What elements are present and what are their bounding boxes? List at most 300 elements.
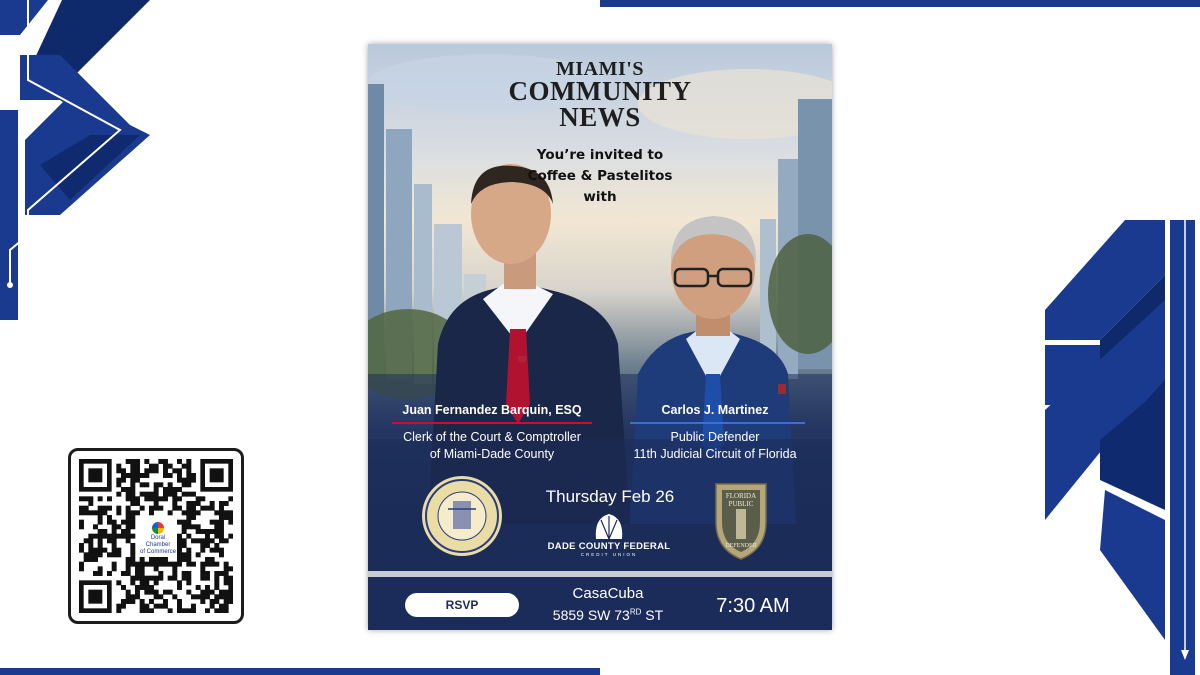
qr-module: [228, 590, 233, 595]
qr-module: [210, 501, 215, 506]
rsvp-button[interactable]: RSVP: [405, 593, 519, 617]
qr-module: [177, 608, 182, 613]
qr-module: [135, 473, 140, 478]
qr-module: [130, 557, 135, 562]
qr-module: [182, 576, 187, 581]
qr-module: [140, 562, 145, 567]
qr-module: [116, 478, 121, 483]
qr-module: [219, 529, 224, 534]
qr-module: [116, 464, 121, 469]
qr-module: [228, 594, 233, 599]
qr-module: [140, 571, 145, 576]
qr-module: [144, 459, 149, 464]
qr-module: [182, 608, 187, 613]
qr-module: [168, 492, 173, 497]
qr-finder-pattern: [88, 590, 102, 604]
qr-module: [172, 594, 177, 599]
qr-module: [149, 562, 154, 567]
qr-module: [177, 496, 182, 501]
qr-module: [205, 506, 210, 511]
qr-module: [224, 604, 229, 609]
qr-module: [130, 515, 135, 520]
qr-module: [98, 543, 103, 548]
qr-module: [158, 562, 163, 567]
qr-module: [177, 585, 182, 590]
qr-module: [116, 552, 121, 557]
qr-module: [186, 552, 191, 557]
qr-module: [126, 487, 131, 492]
qr-module: [126, 459, 131, 464]
event-date: Thursday Feb 26: [545, 487, 675, 506]
qr-module: [158, 594, 163, 599]
speaker-right-role-line1: Public Defender: [670, 430, 760, 444]
qr-module: [130, 594, 135, 599]
qr-module: [84, 506, 89, 511]
speaker-left-name: Juan Fernandez Barquin, ESQ: [402, 403, 582, 417]
qr-module: [93, 524, 98, 529]
qr-module: [214, 510, 219, 515]
qr-module: [205, 585, 210, 590]
qr-module: [219, 604, 224, 609]
qr-module: [116, 524, 121, 529]
qr-module: [98, 538, 103, 543]
qr-module: [116, 510, 121, 515]
qr-module: [186, 557, 191, 562]
qr-module: [200, 566, 205, 571]
qr-module: [126, 473, 131, 478]
qr-module: [214, 562, 219, 567]
qr-module: [135, 576, 140, 581]
chamber-logo-icon: [152, 522, 164, 534]
qr-module: [219, 548, 224, 553]
qr-module: [219, 534, 224, 539]
qr-module: [88, 552, 93, 557]
qr-module: [182, 482, 187, 487]
qr-module: [126, 562, 131, 567]
qr-module: [88, 543, 93, 548]
qr-module: [140, 482, 145, 487]
qr-module: [200, 594, 205, 599]
qr-module: [130, 473, 135, 478]
qr-module: [210, 538, 215, 543]
qr-module: [144, 496, 149, 501]
qr-module: [84, 538, 89, 543]
qr-module: [130, 534, 135, 539]
qr-module: [121, 604, 126, 609]
qr-badge-line1: Doral Chamber: [145, 535, 171, 548]
qr-module: [116, 604, 121, 609]
qr-module: [172, 496, 177, 501]
qr-module: [126, 520, 131, 525]
qr-module: [154, 557, 159, 562]
masthead-line2: COMMUNITY: [508, 76, 692, 106]
qr-module: [177, 487, 182, 492]
qr-module: [93, 571, 98, 576]
qr-module: [154, 594, 159, 599]
qr-module: [149, 599, 154, 604]
qr-finder-pattern: [210, 468, 224, 482]
qr-module: [186, 464, 191, 469]
qr-module: [140, 492, 145, 497]
qr-module: [186, 478, 191, 483]
svg-text:DEFENDER: DEFENDER: [725, 543, 757, 549]
qr-module: [172, 562, 177, 567]
qr-module: [224, 590, 229, 595]
qr-module: [196, 585, 201, 590]
address-ordinal: RD: [629, 607, 642, 617]
qr-module: [158, 496, 163, 501]
left-geometric-decoration: [0, 0, 160, 330]
qr-module: [98, 566, 103, 571]
qr-module: [121, 520, 126, 525]
qr-module: [200, 562, 205, 567]
qr-module: [182, 520, 187, 525]
invite-line3: with: [583, 189, 617, 205]
qr-module: [210, 562, 215, 567]
qr-module: [126, 510, 131, 515]
qr-module: [214, 534, 219, 539]
qr-module: [130, 482, 135, 487]
qr-module: [196, 524, 201, 529]
qr-module: [177, 520, 182, 525]
qr-module: [130, 524, 135, 529]
qr-module: [126, 506, 131, 511]
qr-module: [163, 487, 168, 492]
qr-module: [116, 548, 121, 553]
qr-module: [102, 548, 107, 553]
qr-module: [98, 506, 103, 511]
qr-module: [121, 571, 126, 576]
qr-module: [224, 501, 229, 506]
qr-module: [121, 468, 126, 473]
qr-module: [182, 571, 187, 576]
qr-module: [140, 576, 145, 581]
qr-module: [121, 473, 126, 478]
svg-text:FLORIDA: FLORIDA: [725, 492, 757, 500]
qr-module: [79, 496, 84, 501]
qr-module: [228, 585, 233, 590]
qr-module: [186, 562, 191, 567]
qr-module: [186, 576, 191, 581]
qr-module: [98, 548, 103, 553]
svg-text:PUBLIC: PUBLIC: [728, 500, 754, 508]
qr-module: [112, 524, 117, 529]
qr-module: [98, 515, 103, 520]
masthead-line1: MIAMI'S: [556, 58, 644, 80]
qr-module: [144, 562, 149, 567]
qr-module: [130, 580, 135, 585]
qr-module: [149, 590, 154, 595]
qr-module: [210, 557, 215, 562]
qr-module: [135, 496, 140, 501]
qr-module: [126, 538, 131, 543]
qr-module: [186, 608, 191, 613]
qr-module: [214, 543, 219, 548]
qr-module: [214, 520, 219, 525]
qr-module: [126, 529, 131, 534]
qr-module: [135, 459, 140, 464]
qr-module: [210, 529, 215, 534]
event-time: 7:30 AM: [716, 595, 790, 617]
qr-module: [228, 580, 233, 585]
qr-module: [172, 492, 177, 497]
qr-module: [144, 576, 149, 581]
qr-module: [228, 520, 233, 525]
qr-module: [135, 478, 140, 483]
qr-module: [98, 529, 103, 534]
qr-module: [177, 468, 182, 473]
qr-module: [88, 501, 93, 506]
qr-module: [177, 599, 182, 604]
qr-module: [144, 580, 149, 585]
qr-module: [228, 576, 233, 581]
qr-module: [158, 482, 163, 487]
qr-module: [224, 538, 229, 543]
qr-module: [112, 529, 117, 534]
qr-module: [112, 543, 117, 548]
qr-module: [130, 501, 135, 506]
qr-module: [210, 520, 215, 525]
qr-module: [219, 515, 224, 520]
qr-finder-pattern: [88, 468, 102, 482]
address-street-type: ST: [641, 607, 664, 623]
qr-module: [182, 552, 187, 557]
clerk-seal-icon: [422, 476, 502, 556]
qr-module: [79, 548, 84, 553]
qr-module: [191, 506, 196, 511]
qr-module: [228, 510, 233, 515]
qr-module: [200, 571, 205, 576]
qr-module: [205, 538, 210, 543]
qr-module: [121, 534, 126, 539]
qr-module: [88, 538, 93, 543]
qr-module: [135, 510, 140, 515]
qr-module: [219, 608, 224, 613]
qr-module: [224, 608, 229, 613]
qr-module: [186, 492, 191, 497]
qr-module: [107, 538, 112, 543]
qr-module: [224, 515, 229, 520]
qr-module: [154, 604, 159, 609]
qr-module: [107, 534, 112, 539]
qr-module: [205, 562, 210, 567]
qr-module: [93, 510, 98, 515]
qr-module: [182, 478, 187, 483]
qr-module: [219, 520, 224, 525]
qr-module: [135, 594, 140, 599]
qr-module: [144, 473, 149, 478]
top-accent-bar: [600, 0, 1200, 7]
qr-module: [163, 464, 168, 469]
qr-module: [107, 571, 112, 576]
qr-module: [191, 515, 196, 520]
qr-module: [149, 608, 154, 613]
qr-module: [107, 552, 112, 557]
qr-module: [158, 506, 163, 511]
qr-module: [154, 496, 159, 501]
qr-module: [98, 496, 103, 501]
qr-module: [177, 562, 182, 567]
venue-address: [548, 607, 668, 623]
qr-module: [116, 468, 121, 473]
qr-module: [205, 608, 210, 613]
qr-module: [140, 566, 145, 571]
qr-module: [126, 590, 131, 595]
qr-module: [130, 562, 135, 567]
qr-module: [196, 501, 201, 506]
qr-module: [191, 594, 196, 599]
qr-module: [158, 557, 163, 562]
qr-module: [168, 464, 173, 469]
qr-module: [140, 506, 145, 511]
qr-module: [219, 510, 224, 515]
qr-module: [224, 594, 229, 599]
qr-module: [224, 510, 229, 515]
qr-module: [126, 594, 131, 599]
qr-module: [154, 506, 159, 511]
qr-module: [79, 566, 84, 571]
qr-module: [158, 571, 163, 576]
qr-module: [186, 571, 191, 576]
qr-module: [154, 590, 159, 595]
qr-module: [130, 478, 135, 483]
qr-module: [219, 506, 224, 511]
qr-module: [88, 534, 93, 539]
speaker-right-name: Carlos J. Martinez: [661, 403, 769, 417]
qr-module: [228, 534, 233, 539]
qr-module: [116, 534, 121, 539]
qr-module: [121, 599, 126, 604]
qr-module: [168, 562, 173, 567]
qr-module: [140, 557, 145, 562]
qr-module: [205, 594, 210, 599]
qr-module: [130, 552, 135, 557]
qr-module: [196, 496, 201, 501]
qr-module: [130, 468, 135, 473]
qr-module: [130, 543, 135, 548]
qr-module: [154, 580, 159, 585]
qr-module: [102, 510, 107, 515]
qr-module: [112, 548, 117, 553]
qr-module: [130, 548, 135, 553]
qr-module: [84, 557, 89, 562]
qr-module: [224, 599, 229, 604]
qr-module: [172, 487, 177, 492]
flyer-footer: [368, 577, 832, 630]
qr-module: [102, 534, 107, 539]
qr-module: [144, 590, 149, 595]
qr-module: [182, 492, 187, 497]
qr-module: [172, 501, 177, 506]
qr-module: [191, 492, 196, 497]
bottom-accent-bar: [0, 668, 600, 675]
qr-module: [154, 492, 159, 497]
qr-module: [177, 459, 182, 464]
qr-module: [98, 552, 103, 557]
qr-module: [158, 576, 163, 581]
qr-module: [126, 599, 131, 604]
qr-module: [130, 459, 135, 464]
qr-module: [158, 459, 163, 464]
qr-module: [126, 515, 131, 520]
qr-module: [177, 604, 182, 609]
qr-code[interactable]: [68, 448, 244, 624]
qr-module: [228, 566, 233, 571]
qr-module: [219, 552, 224, 557]
qr-module: [186, 459, 191, 464]
qr-module: [205, 534, 210, 539]
qr-module: [205, 590, 210, 595]
qr-module: [163, 557, 168, 562]
qr-module: [112, 520, 117, 525]
qr-module: [84, 552, 89, 557]
qr-module: [116, 506, 121, 511]
qr-module: [79, 510, 84, 515]
qr-module: [163, 473, 168, 478]
qr-badge-line2: of Commerce: [139, 549, 176, 555]
qr-module: [177, 543, 182, 548]
qr-module: [186, 548, 191, 553]
qr-module: [191, 510, 196, 515]
sponsor-subtitle: CREDIT UNION: [580, 552, 638, 557]
invite-line1: You’re invited to: [536, 147, 664, 163]
qr-module: [149, 510, 154, 515]
qr-module: [140, 580, 145, 585]
qr-module: [214, 608, 219, 613]
qr-module: [79, 506, 84, 511]
qr-module: [196, 538, 201, 543]
qr-module: [98, 571, 103, 576]
qr-module: [144, 608, 149, 613]
speaker-right-role-line2: 11th Judicial Circuit of Florida: [633, 447, 797, 461]
qr-module: [219, 501, 224, 506]
qr-module: [112, 538, 117, 543]
qr-module: [144, 604, 149, 609]
qr-module: [186, 482, 191, 487]
qr-module: [200, 548, 205, 553]
qr-module: [186, 506, 191, 511]
qr-module: [219, 590, 224, 595]
qr-module: [88, 496, 93, 501]
qr-module: [88, 548, 93, 553]
qr-module: [177, 552, 182, 557]
qr-module: [79, 524, 84, 529]
qr-module: [210, 604, 215, 609]
qr-module: [191, 538, 196, 543]
qr-module: [79, 543, 84, 548]
qr-module: [126, 566, 131, 571]
qr-module: [98, 534, 103, 539]
invite-line2: Coffee & Pastelitos: [527, 168, 673, 184]
qr-module: [219, 594, 224, 599]
qr-module: [182, 510, 187, 515]
qr-module: [196, 529, 201, 534]
qr-module: [168, 510, 173, 515]
qr-module: [214, 585, 219, 590]
speaker-left-divider: [392, 422, 592, 424]
qr-module: [191, 608, 196, 613]
qr-module: [200, 576, 205, 581]
qr-module: [186, 468, 191, 473]
qr-module: [200, 506, 205, 511]
qr-module: [135, 585, 140, 590]
qr-module: [224, 562, 229, 567]
qr-module: [144, 585, 149, 590]
qr-module: [135, 590, 140, 595]
qr-module: [88, 510, 93, 515]
qr-module: [154, 468, 159, 473]
qr-module: [172, 468, 177, 473]
